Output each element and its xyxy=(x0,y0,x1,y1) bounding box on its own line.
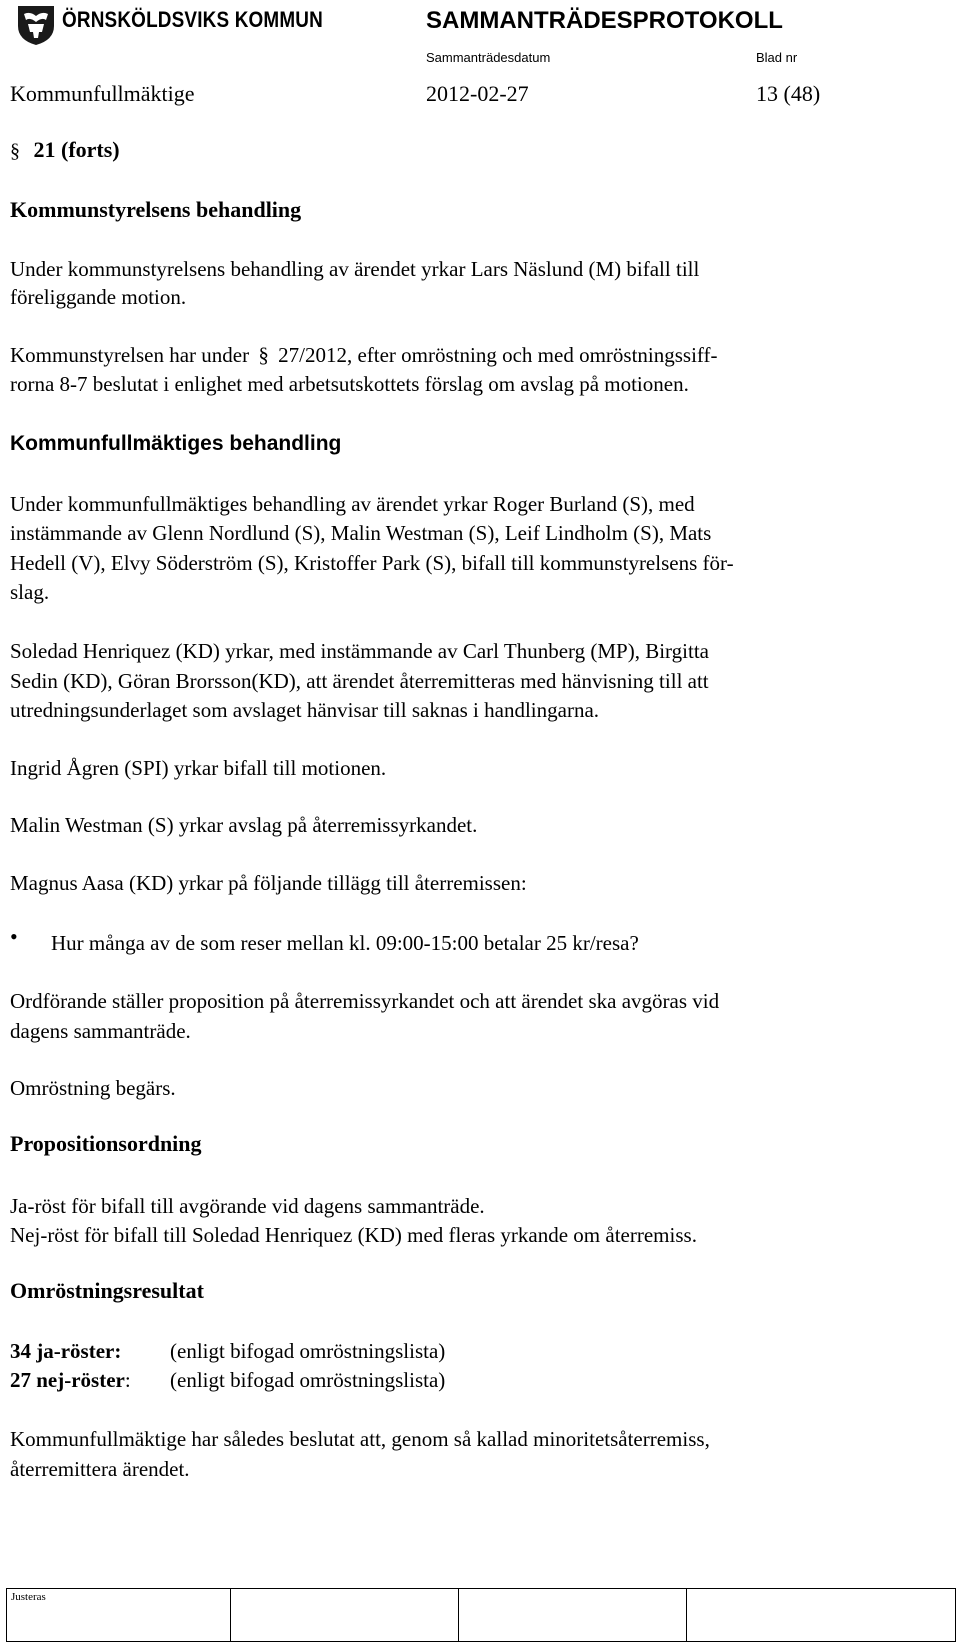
page-number: 13 (48) xyxy=(756,81,821,106)
result-no-count: 27 nej-röster xyxy=(10,1368,125,1392)
page-number-label: Blad nr xyxy=(756,50,798,65)
decision-line-1: Kommunfullmäktige har således beslutat att, genom så kallad minoritetsåterremiss, xyxy=(10,1427,710,1451)
kf-paragraph-2-line-2: Sedin (KD), Göran Brorsson(KD), att ärendet återremitteras med hänvisning till att xyxy=(10,669,709,693)
ks-paragraph-2-line-1 xyxy=(10,340,718,371)
kf-paragraph-3: Ingrid Ågren (SPI) yrkar bifall till motionen. xyxy=(10,756,387,780)
kf-paragraph-1-line-2: instämmande av Glenn Nordlund (S), Malin Westman (S), Leif Lindholm (S), Mats xyxy=(10,521,712,545)
kf-paragraph-1-line-1: Under kommunfullmäktiges behandling av ärendet yrkar Roger Burland (S), med xyxy=(10,492,695,516)
signature-cell-2 xyxy=(230,1589,231,1641)
signature-table xyxy=(6,1588,956,1642)
result-heading: Omröstningsresultat xyxy=(10,1278,204,1303)
kf-paragraph-4: Malin Westman (S) yrkar avslag på återremissyrkandet. xyxy=(10,813,478,837)
section-symbol: § xyxy=(10,140,20,162)
signature-cell-4 xyxy=(686,1589,687,1641)
signature-cell-3 xyxy=(458,1589,459,1641)
ks-heading: Kommunstyrelsens behandling xyxy=(10,197,302,222)
result-no-colon: : xyxy=(124,1368,131,1392)
kf-paragraph-1-line-3: Hedell (V), Elvy Söderström (S), Kristoffer Park (S), bifall till kommunstyrelsens för- xyxy=(10,551,734,575)
result-yes-note: (enligt bifogad omröstningslista) xyxy=(170,1339,446,1363)
kf-paragraph-2-line-3: utredningsunderlaget som avslaget hänvisar till saknas i handlingarna. xyxy=(10,698,600,722)
document-type-title: SAMMANTRÄDESPROTOKOLL xyxy=(426,7,783,34)
ks-p2-text-b: 27/2012, efter omröstning och med omröstningssiff- xyxy=(278,343,718,367)
result-yes-count: 34 ja-röster: xyxy=(10,1339,122,1363)
kf-paragraph-7: Omröstning begärs. xyxy=(10,1076,176,1100)
organization-name: ÖRNSKÖLDSVIKS KOMMUN xyxy=(62,7,323,32)
justeras-label: Justeras xyxy=(11,1591,46,1603)
kf-bullet-item: Hur många av de som reser mellan kl. 09:00-15:00 betalar 25 kr/resa? xyxy=(51,931,639,955)
meeting-date: 2012-02-27 xyxy=(426,81,529,106)
municipal-crest xyxy=(16,2,56,46)
decision-line-2: återremittera ärendet. xyxy=(10,1457,190,1481)
ks-paragraph-1-line-1: Under kommunstyrelsens behandling av ärendet yrkar Lars Näslund (M) bifall till xyxy=(10,257,700,281)
ks-paragraph-1-line-2: föreliggande motion. xyxy=(10,285,187,309)
kf-paragraph-6-line-1: Ordförande ställer proposition på återremissyrkandet och att ärendet ska avgöras vid xyxy=(10,989,720,1013)
proposition-no-line: Nej-röst för bifall till Soledad Henriquez (KD) med fleras yrkande om återremiss. xyxy=(10,1223,697,1247)
body-name: Kommunfullmäktige xyxy=(10,81,195,106)
section-number-text: 21 (forts) xyxy=(33,137,120,162)
kf-paragraph-2-line-1: Soledad Henriquez (KD) yrkar, med instämmande av Carl Thunberg (MP), Birgitta xyxy=(10,639,709,663)
proposition-yes-line: Ja-röst för bifall till avgörande vid dagens sammanträde. xyxy=(10,1194,485,1218)
ks-p2-text-a: Kommunstyrelsen har under xyxy=(10,343,250,367)
ks-paragraph-2-line-2: rorna 8-7 beslutat i enlighet med arbetsutskottets förslag om avslag på motionen. xyxy=(10,372,689,396)
bullet-icon: • xyxy=(10,924,18,949)
meeting-date-label: Sammanträdesdatum xyxy=(426,50,551,65)
result-no-row xyxy=(10,1365,131,1396)
kf-paragraph-6-line-2: dagens sammanträde. xyxy=(10,1019,191,1043)
kf-paragraph-1-line-4: slag. xyxy=(10,580,50,604)
proposition-heading: Propositionsordning xyxy=(10,1131,202,1156)
kf-paragraph-5: Magnus Aasa (KD) yrkar på följande tillägg till återremissen: xyxy=(10,871,527,895)
result-no-note: (enligt bifogad omröstningslista) xyxy=(170,1368,446,1392)
kf-heading: Kommunfullmäktiges behandling xyxy=(10,432,342,455)
ks-p2-symbol: § xyxy=(258,343,269,367)
section-number xyxy=(10,137,120,163)
